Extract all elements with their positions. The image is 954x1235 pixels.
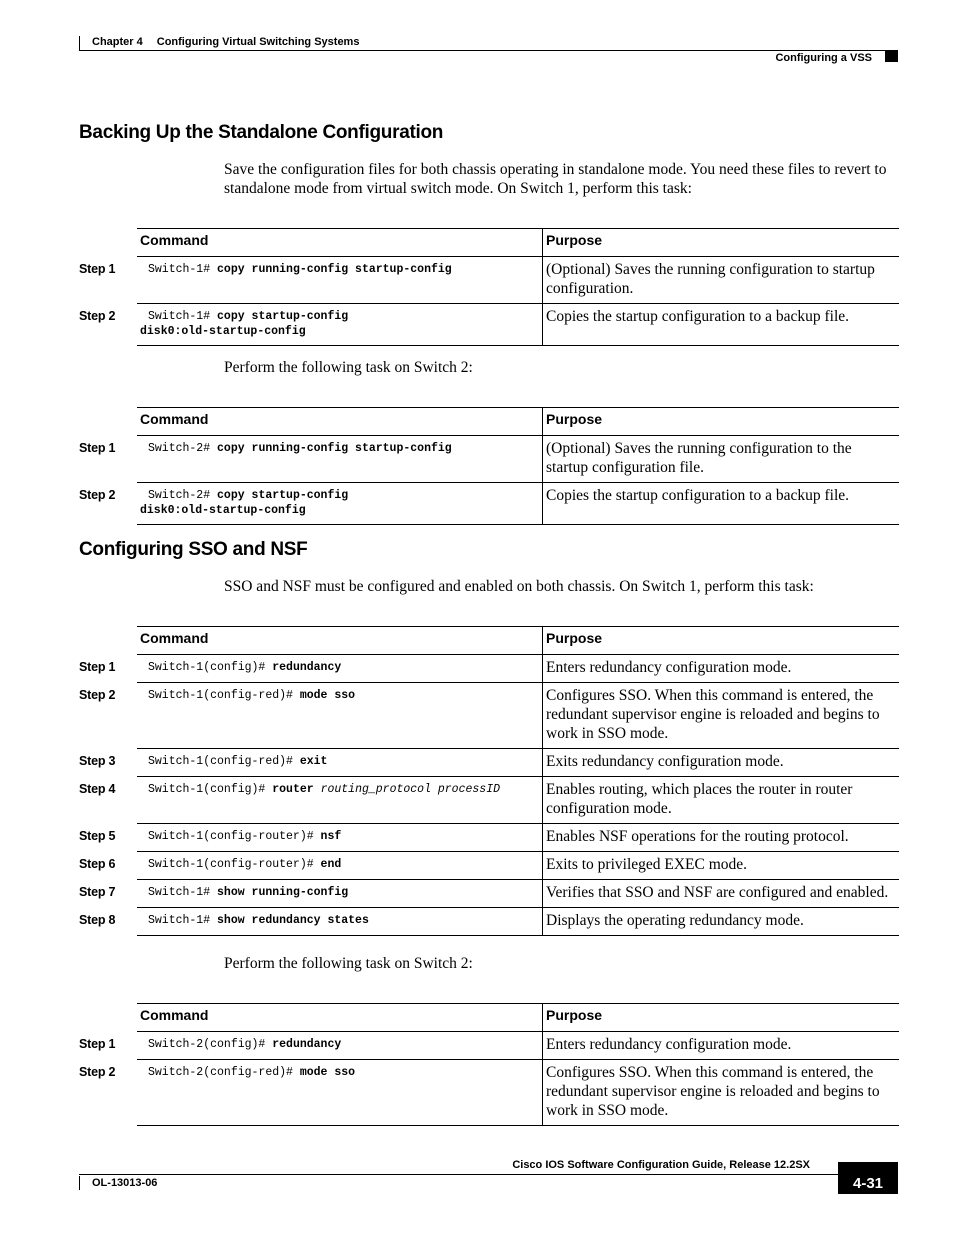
cli-prompt: Switch-1(config)# <box>148 661 266 674</box>
column-header-command: Command <box>137 1004 543 1032</box>
instruction-paragraph: Perform the following task on Switch 2: <box>224 359 473 376</box>
table-row <box>79 749 899 777</box>
cli-command: end <box>320 858 342 871</box>
purpose-cell: Copies the startup configuration to a backup file. <box>543 483 900 525</box>
table-row <box>79 655 899 683</box>
section-heading: Backing Up the Standalone Configuration <box>79 122 444 143</box>
footer-rule <box>79 1174 898 1175</box>
command-cell <box>137 908 543 936</box>
instruction-paragraph: Perform the following task on Switch 2: <box>224 955 473 972</box>
cli-prompt: Switch-1(config-router)# <box>148 858 314 871</box>
cli-command: copy running-config startup-config <box>217 442 452 455</box>
command-cell <box>137 304 543 346</box>
chapter-title: Configuring Virtual Switching Systems <box>156 36 360 48</box>
command-cell <box>137 436 543 483</box>
step-label: Step 3 <box>79 753 116 768</box>
cli-command: show running-config <box>217 886 349 899</box>
step-label: Step 1 <box>79 440 116 455</box>
command-cell <box>137 683 543 749</box>
cli-prompt: Switch-1(config-router)# <box>148 830 314 843</box>
cli-command: mode sso <box>299 689 356 702</box>
step-label: Step 2 <box>79 1064 116 1079</box>
cli-prompt: Switch-1(config-red)# <box>148 755 293 768</box>
cli-prompt: Switch-1# <box>148 263 211 276</box>
step-label: Step 7 <box>79 884 116 899</box>
step-label: Step 2 <box>79 487 116 502</box>
cli-prompt: Switch-1(config)# <box>148 783 266 796</box>
command-cell <box>137 257 543 304</box>
step-label: Step 5 <box>79 828 116 843</box>
table-row <box>79 257 899 304</box>
intro-paragraph: Save the configuration files for both chassis operating in standalone mode. You need these files to revert to standalone mode from virtual switch mode. On Switch 1, perform this task: <box>224 161 887 197</box>
purpose-cell: Enters redundancy configuration mode. <box>543 655 900 683</box>
step-label: Step 8 <box>79 912 116 927</box>
table-row <box>79 1032 899 1060</box>
step-label: Step 1 <box>79 1036 116 1051</box>
command-cell <box>137 1060 543 1126</box>
purpose-cell: Configures SSO. When this command is entered, the redundant supervisor engine is reloaded and begins to work in SSO mode. <box>543 683 900 749</box>
cli-command: redundancy <box>272 661 342 674</box>
cli-prompt: Switch-2# <box>148 442 211 455</box>
purpose-cell: (Optional) Saves the running configuration to the startup configuration file. <box>543 436 900 483</box>
step-label: Step 1 <box>79 659 116 674</box>
cli-prompt: Switch-2(config)# <box>148 1038 266 1051</box>
cli-command: mode sso <box>299 1066 356 1079</box>
step-label: Step 1 <box>79 261 116 276</box>
command-table <box>79 407 899 525</box>
column-header-purpose: Purpose <box>543 229 900 257</box>
purpose-cell: (Optional) Saves the running configuration to startup configuration. <box>543 257 900 304</box>
cli-command: router <box>272 783 314 796</box>
column-header-command: Command <box>137 627 543 655</box>
section-title: Configuring a VSS <box>775 52 872 64</box>
purpose-cell: Displays the operating redundancy mode. <box>543 908 900 936</box>
step-label: Step 4 <box>79 781 116 796</box>
purpose-cell: Exits to privileged EXEC mode. <box>543 852 900 880</box>
section-heading: Configuring SSO and NSF <box>79 539 308 560</box>
cli-command-continued: disk0:old-startup-config <box>140 504 306 517</box>
table-row <box>79 683 899 749</box>
column-header-purpose: Purpose <box>543 408 900 436</box>
command-cell <box>137 1032 543 1060</box>
command-table <box>79 626 899 936</box>
page-number: 4-31 <box>838 1162 898 1194</box>
step-label: Step 2 <box>79 308 116 323</box>
command-cell <box>137 749 543 777</box>
cli-command: exit <box>299 755 328 768</box>
document-number: OL-13013-06 <box>79 1176 157 1190</box>
table-row <box>79 1060 899 1126</box>
cli-prompt: Switch-1(config-red)# <box>148 689 293 702</box>
cli-prompt: Switch-2(config-red)# <box>148 1066 293 1079</box>
command-cell <box>137 824 543 852</box>
cli-arguments: routing_protocol processID <box>320 783 500 796</box>
purpose-cell: Enables routing, which places the router in router configuration mode. <box>543 777 900 824</box>
purpose-cell: Exits redundancy configuration mode. <box>543 749 900 777</box>
purpose-cell: Enters redundancy configuration mode. <box>543 1032 900 1060</box>
command-table <box>79 1003 899 1126</box>
intro-paragraph: SSO and NSF must be configured and enabled on both chassis. On Switch 1, perform this task: <box>224 578 814 595</box>
cli-command-continued: disk0:old-startup-config <box>140 325 306 338</box>
cli-command: copy startup-config <box>217 489 349 502</box>
chapter-number: Chapter 4 <box>92 36 143 48</box>
table-row <box>79 908 899 936</box>
header-marker <box>885 51 898 62</box>
table-row <box>79 777 899 824</box>
table-row <box>79 880 899 908</box>
column-header-command: Command <box>137 408 543 436</box>
command-table <box>79 228 899 346</box>
table-row <box>79 436 899 483</box>
running-header <box>79 36 359 50</box>
cli-command: redundancy <box>272 1038 342 1051</box>
cli-prompt: Switch-2# <box>148 489 211 502</box>
purpose-cell: Verifies that SSO and NSF are configured and enabled. <box>543 880 900 908</box>
guide-title: Cisco IOS Software Configuration Guide, Release 12.2SX <box>512 1159 810 1171</box>
column-header-purpose: Purpose <box>543 627 900 655</box>
column-header-command: Command <box>137 229 543 257</box>
purpose-cell: Copies the startup configuration to a backup file. <box>543 304 900 346</box>
table-row <box>79 824 899 852</box>
step-label: Step 2 <box>79 687 116 702</box>
command-cell <box>137 852 543 880</box>
cli-command: copy running-config startup-config <box>217 263 452 276</box>
table-row <box>79 852 899 880</box>
step-label: Step 6 <box>79 856 116 871</box>
cli-prompt: Switch-1# <box>148 886 211 899</box>
command-cell <box>137 880 543 908</box>
command-cell <box>137 777 543 824</box>
purpose-cell: Enables NSF operations for the routing protocol. <box>543 824 900 852</box>
table-row <box>79 483 899 525</box>
cli-prompt: Switch-1# <box>148 310 211 323</box>
command-cell <box>137 655 543 683</box>
table-row <box>79 304 899 346</box>
column-header-purpose: Purpose <box>543 1004 900 1032</box>
cli-command: copy startup-config <box>217 310 349 323</box>
command-cell <box>137 483 543 525</box>
cli-command: nsf <box>320 830 342 843</box>
cli-prompt: Switch-1# <box>148 914 211 927</box>
header-rule <box>79 50 898 51</box>
cli-command: show redundancy states <box>217 914 369 927</box>
purpose-cell: Configures SSO. When this command is entered, the redundant supervisor engine is reloaded and begins to work in SSO mode. <box>543 1060 900 1126</box>
